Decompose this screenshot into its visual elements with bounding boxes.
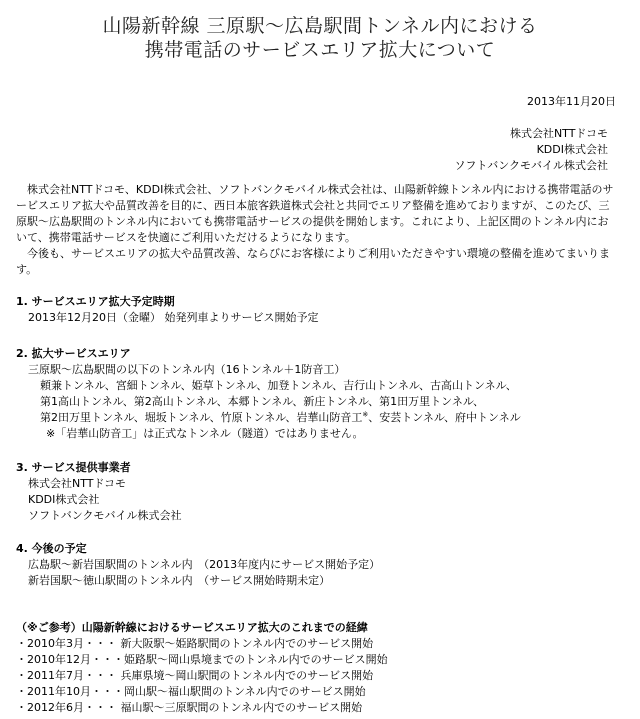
future-item: 新岩国駅～徳山駅間のトンネル内 （サービス開始時期未定） bbox=[28, 574, 331, 587]
tunnel-list-line-3a: 第2田万里トンネル、堀坂トンネル、竹原トンネル、岩華山防音工 bbox=[40, 411, 363, 424]
tunnel-list-line-3 bbox=[40, 410, 521, 426]
history-item: ・2011年10月・・・岡山駅～福山駅間のトンネル内でのサービス開始 bbox=[16, 685, 366, 698]
section-heading: 4. 今後の予定 bbox=[16, 542, 87, 555]
intro-paragraph-2: 今後も、サービスエリアの拡大や品質改善、ならびにお客様によりご利用いただきやすい環境の整備を進めてまいります。 bbox=[16, 247, 610, 276]
section-text: 2013年12月20日（金曜） 始発列車よりサービス開始予定 bbox=[28, 311, 319, 324]
tunnel-list-line-1: 頼兼トンネル、宮細トンネル、姫草トンネル、加登トンネル、吉行山トンネル、古高山トンネル、 bbox=[40, 379, 517, 392]
section-heading: （※ご参考）山陽新幹線におけるサービスエリア拡大のこれまでの経緯 bbox=[16, 621, 368, 634]
history-item: ・2011年7月・・・ 兵庫県境～岡山駅間のトンネル内でのサービス開始 bbox=[16, 669, 374, 682]
release-date: 2013年11月20日 bbox=[527, 95, 616, 108]
section-heading: 2. 拡大サービスエリア bbox=[16, 347, 131, 360]
section-future bbox=[16, 541, 380, 589]
section-history bbox=[16, 620, 388, 716]
tunnel-list-line-2: 第1高山トンネル、第2高山トンネル、本郷トンネル、新庄トンネル、第1田万里トンネル、 bbox=[40, 395, 484, 408]
provider-item: ソフトバンクモバイル株式会社 bbox=[28, 509, 182, 522]
title-line-1: 山陽新幹線 三原駅～広島駅間トンネル内における bbox=[102, 15, 538, 37]
history-item: ・2010年12月・・・姫路駅～岡山県境までのトンネル内でのサービス開始 bbox=[16, 653, 388, 666]
issuer-kddi: KDDI株式会社 bbox=[536, 143, 608, 156]
history-item: ・2012年6月・・・ 福山駅～三原駅間のトンネル内でのサービス開始 bbox=[16, 701, 363, 714]
section-heading: 1. サービスエリア拡大予定時期 bbox=[16, 295, 175, 308]
footnote-text: ※「岩華山防音工」は正式なトンネル（隧道）ではありません。 bbox=[46, 427, 364, 440]
intro-paragraph-1: 株式会社NTTドコモ、KDDI株式会社、ソフトバンクモバイル株式会社は、山陽新幹線トンネル内における携帯電話のサービスエリア拡大や品質改善を目的に、西日本旅客鉄道株式会社と共同でエリア整備を進めておりますが、このたび、三原駅～広島駅間のトンネル内においても携帯電話サービスの提供を開始します。これにより、上記区間のトンネル内において、携帯電話サービスを快適にご利用いただけるようになります。 bbox=[16, 183, 614, 244]
section-providers bbox=[16, 460, 182, 524]
title-line-2: 携帯電話のサービスエリア拡大について bbox=[144, 39, 496, 61]
issuer-list bbox=[454, 126, 608, 174]
intro-text bbox=[16, 182, 616, 278]
section-text: 三原駅～広島駅間の以下のトンネル内（16トンネル＋1防音工） bbox=[28, 363, 346, 376]
page-title bbox=[0, 14, 640, 62]
footnote-mark: ※ bbox=[362, 410, 369, 419]
tunnel-list-line-3b: 、安芸トンネル、府中トンネル bbox=[368, 411, 521, 424]
section-heading: 3. サービス提供事業者 bbox=[16, 461, 131, 474]
provider-item: KDDI株式会社 bbox=[28, 493, 100, 506]
provider-item: 株式会社NTTドコモ bbox=[28, 477, 127, 490]
section-area bbox=[16, 346, 521, 442]
future-item: 広島駅～新岩国駅間のトンネル内 （2013年度内にサービス開始予定） bbox=[28, 558, 381, 571]
history-item: ・2010年3月・・・ 新大阪駅～姫路駅間のトンネル内でのサービス開始 bbox=[16, 637, 374, 650]
issuer-docomo: 株式会社NTTドコモ bbox=[509, 127, 608, 140]
section-schedule bbox=[16, 294, 318, 326]
issuer-softbank: ソフトバンクモバイル株式会社 bbox=[454, 159, 608, 172]
